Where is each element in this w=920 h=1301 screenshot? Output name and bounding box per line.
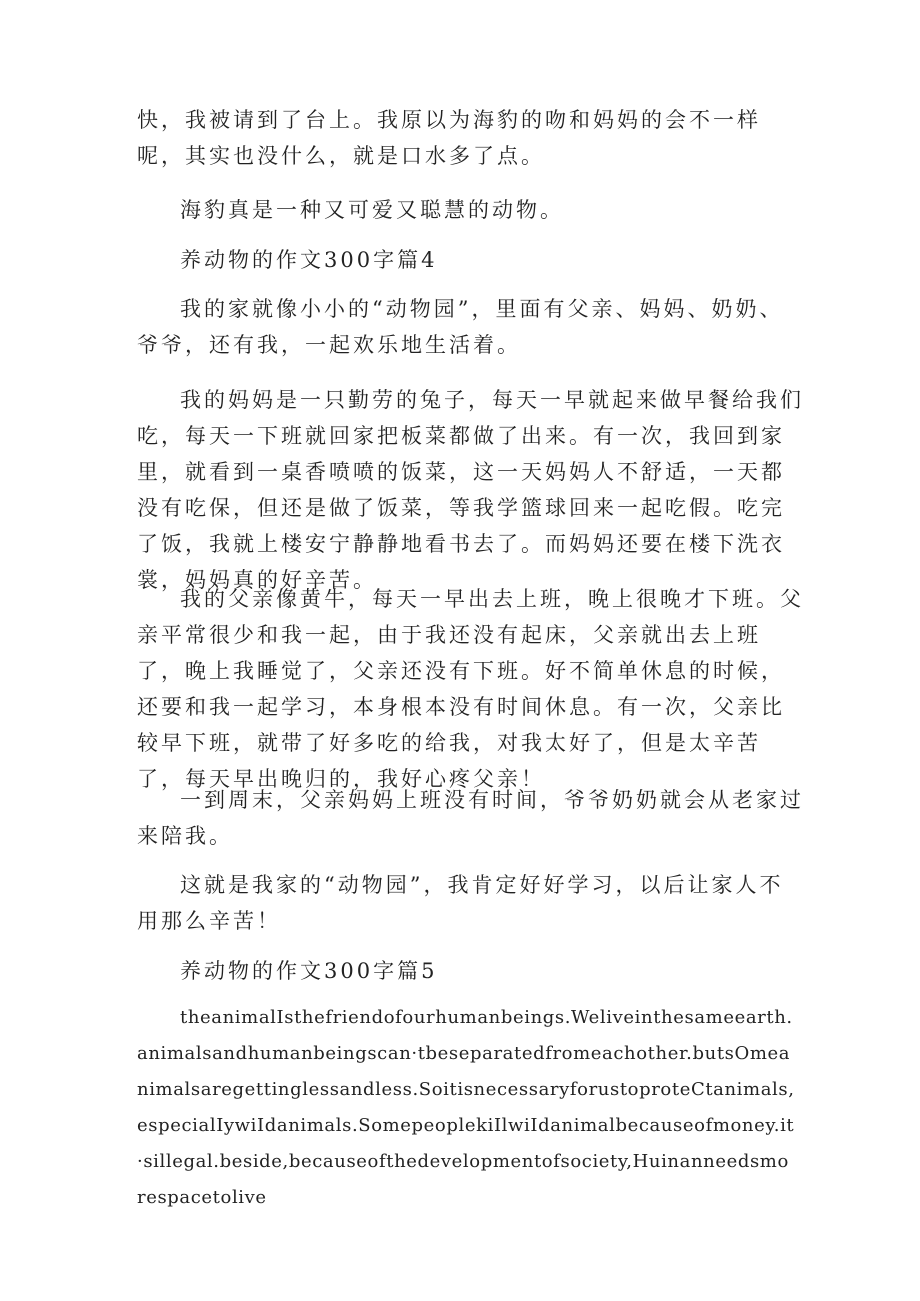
paragraph-english: theanimalIsthefriendofourhumanbeings.Weliveinthesameearth.animalsandhumanbeingscan·tbeseparatedfromeachother.butsOmeanimalsaregettinglessandless.SoitisnecessaryforustoproteCtanimals,especialIywiIdanimals.SomepeoplekiIlwiIdanimalbecauseofmoney.it·sillegal.beside,becauseofthedevelopmentofsociety,Huinanneedsmorespacetolive xyxy=(137,1007,795,1208)
section-heading-5: 养动物的作文300字篇5 xyxy=(180,959,438,983)
paragraph-conclusion: 这就是我家的“动物园”，我肯定好好学习，以后让家人不用那么辛苦！ xyxy=(137,873,784,933)
paragraph-father: 我的父亲像黄牛，每天一早出去上班，晚上很晚才下班。父亲平常很少和我一起，由于我还没有起床，父亲就出去上班了，晚上我睡觉了，父亲还没有下班。好不简单休息的时候，还要和我一起学习，本身根本没有时间休息。有一次，父亲比较早下班，就带了好多吃的给我，对我太好了，但是太辛苦了，每天早出晚归的，我好心疼父亲！ xyxy=(137,587,804,791)
paragraph-family-zoo: 我的家就像小小的“动物园”，里面有父亲、妈妈、奶奶、爷爷，还有我，一起欢乐地生活着。 xyxy=(137,297,784,357)
paragraph-grandparents: 一到周末，父亲妈妈上班没有时间，爷爷奶奶就会从老家过来陪我。 xyxy=(137,788,804,848)
paragraph-seal-ending: 快，我被请到了台上。我原以为海豹的吻和妈妈的会不一样呢，其实也没什么，就是口水多了点。 xyxy=(137,108,761,168)
section-heading-4: 养动物的作文300字篇4 xyxy=(180,248,438,272)
paragraph-seal-summary: 海豹真是一种又可爱又聪慧的动物。 xyxy=(180,198,564,222)
paragraph-mother: 我的妈妈是一只勤劳的兔子，每天一早就起来做早餐给我们吃，每天一下班就回家把板菜都做了出来。有一次，我回到家里，就看到一桌香喷喷的饭菜，这一天妈妈人不舒适，一天都没有吃保，但还是做了饭菜，等我学篮球回来一起吃假。吃完了饭，我就上楼安宁静静地看书去了。而妈妈还要在楼下洗衣裳，妈妈真的好辛苦。 xyxy=(137,388,804,592)
